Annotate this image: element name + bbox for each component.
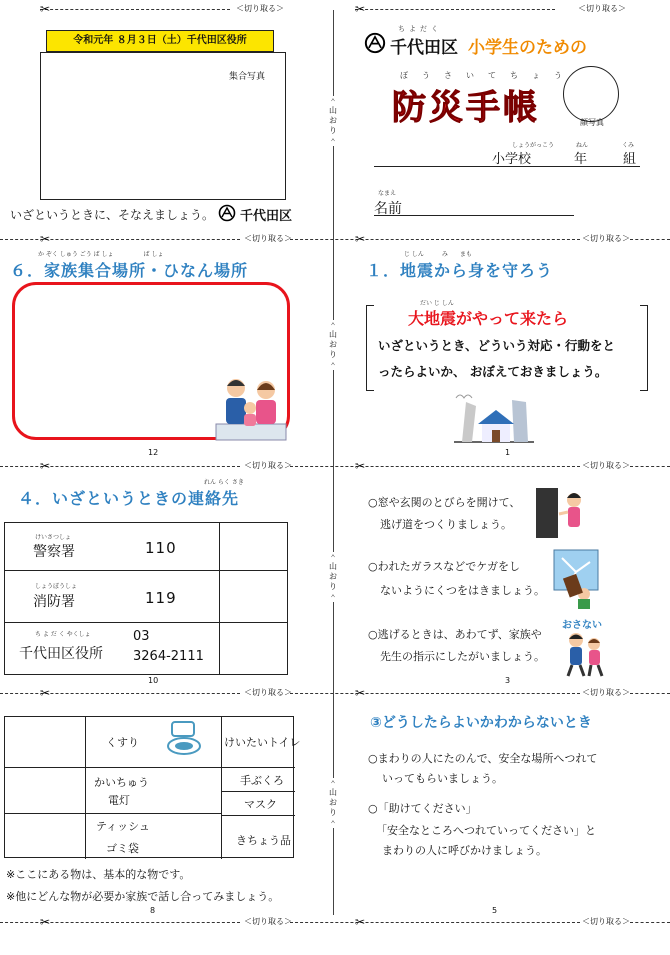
name-ruby: なまえ: [378, 190, 397, 197]
page-number: 3: [505, 676, 511, 685]
face-photo-circle: [563, 66, 619, 122]
cut-line-bottom: ✂ ＜切り取る＞ ✂ ＜切り取る＞: [0, 915, 670, 929]
photo-label: 集合写真: [229, 72, 266, 82]
item-portable-toilet: けいたいトイレ: [224, 736, 301, 749]
p5-line2: いってもらいましょう。: [382, 772, 503, 785]
item-valuables: きちょう品: [236, 834, 291, 847]
p3-item-3-line1: ○逃げるときは、あわてず、家族や: [368, 628, 542, 641]
earthquake-house-icon: [452, 392, 536, 444]
note-2: ※他にどんな物が必要か家族で話し合ってみましょう。: [6, 890, 280, 903]
group-photo-box: [40, 52, 286, 200]
cover-subtitle: 小学生のための: [468, 38, 587, 58]
cut-line-2: ✂ ＜切り取る＞ ✂ ＜切り取る＞: [0, 459, 670, 473]
bracket-left: [366, 305, 374, 391]
name-underline: [374, 215, 574, 216]
school-ruby: しょうがっこう: [512, 142, 555, 149]
p1-heading: １．地震から身を守ろう: [366, 261, 554, 280]
date-banner: 令和元年 ８月３日（土）千代田区役所: [46, 30, 274, 52]
p1-ruby: じ しん み まも: [404, 251, 472, 258]
scissors-icon: ✂: [40, 459, 51, 473]
scissors-icon: ✂: [355, 232, 366, 246]
p10-heading: ４．いざというときの連絡先: [18, 489, 240, 508]
page-number: 12: [148, 448, 159, 457]
p5-line4: 「安全なところへつれていってください」と: [376, 824, 596, 837]
year-ruby: ねん: [576, 142, 589, 149]
p5-line5: まわりの人に呼びかけましょう。: [382, 844, 547, 857]
slogan: いざというときに、そなえましょう。: [10, 208, 215, 222]
p5-line1: ○まわりの人にたのんで、安全な場所へつれて: [368, 752, 598, 765]
portable-toilet-icon: [164, 720, 206, 760]
fold-label: ＾山おり＾: [326, 320, 340, 370]
scissors-icon: ✂: [40, 915, 51, 929]
page-number: 5: [492, 906, 498, 915]
p3-item-1-line2: 逃げ道をつくりましょう。: [380, 518, 512, 531]
p5-line3: ○「助けてください」: [368, 802, 477, 815]
family-illustration-icon: [212, 372, 290, 442]
item-flashlight-1: かいちゅう: [94, 776, 149, 789]
scissors-icon: ✂: [355, 2, 366, 16]
class-ruby: くみ: [622, 142, 635, 149]
box-line-2: ったらよいか、 おぼえておきましょう。: [378, 364, 608, 379]
contact-row: ち よ だ く やくしょ 千代田区役所 03 3264-2111: [5, 623, 220, 675]
contact-row: しょうぼうしょ 消防署 119: [5, 571, 220, 623]
fold-label: ＾山おり＾: [326, 552, 340, 602]
name-label: 名前: [374, 201, 402, 217]
page-number: 10: [148, 676, 159, 685]
school-underline: [374, 166, 640, 167]
ward-name: 千代田区: [240, 209, 293, 224]
page-number: 1: [505, 448, 511, 457]
contact-row: けいさつしょ 警察署 110: [5, 523, 220, 571]
item-garbage-bag: ゴミ袋: [106, 842, 139, 855]
osanai-label: おさない: [562, 620, 602, 631]
open-door-icon: [532, 486, 592, 540]
scissors-icon: ✂: [40, 686, 51, 700]
ward-ruby: ちよだく: [398, 25, 442, 33]
bracket-right: [640, 305, 648, 391]
face-photo-label: 顔写真: [580, 118, 604, 127]
title-ruby: ぼうさいてちょう: [400, 71, 576, 80]
cover-ward-name: 千代田区: [390, 38, 458, 58]
item-medicine: くすり: [106, 736, 139, 749]
item-mask: マスク: [244, 798, 277, 811]
scissors-icon: ✂: [355, 915, 366, 929]
cover-title: 防災手帳: [392, 88, 540, 128]
fold-label: ＾山おり＾: [326, 778, 340, 828]
p10-ruby: れん らく さき: [204, 479, 244, 486]
page-number: 8: [150, 906, 156, 915]
broken-glass-icon: [552, 548, 602, 610]
p12-ruby: か ぞく しゅう ごう ば しょ ば しょ: [38, 251, 164, 258]
contact-table: [4, 522, 288, 675]
p12-heading: ６．家族集合場所・ひなん場所: [10, 261, 249, 280]
school-label: 小学校: [492, 152, 532, 167]
item-gloves: 手ぶくろ: [240, 774, 284, 787]
box-line-1: いざというとき、どういう対応・行動をと: [378, 338, 616, 353]
box-title: 大地震がやって来たら: [408, 309, 569, 328]
scissors-icon: ✂: [355, 686, 366, 700]
p3-item-3-line2: 先生の指示にしたがいましょう。: [380, 650, 545, 663]
p3-item-2-line1: ○われたガラスなどでケガをし: [368, 560, 521, 573]
p3-item-2-line2: ないようにくつをはきましょう。: [380, 584, 545, 597]
p3-item-1-line1: ○窓や玄関のとびらを開けて、: [368, 496, 521, 509]
cut-line-1: ✂ ＜切り取る＞ ✂ ＜切り取る＞: [0, 232, 670, 246]
fold-label: ＾山おり＾: [326, 96, 340, 146]
note-1: ※ここにある物は、基本的な物です。: [6, 868, 191, 881]
item-tissue: ティッシュ: [96, 820, 150, 833]
scissors-icon: ✂: [40, 2, 51, 16]
chiyoda-logo-icon: [218, 204, 236, 222]
scissors-icon: ✂: [40, 232, 51, 246]
p5-heading: ③どうしたらよいかわからないとき: [370, 715, 592, 731]
evacuating-children-icon: [562, 630, 608, 678]
year-label: 年: [574, 152, 588, 167]
cut-line-top: ✂ ＜切り取る＞ ✂ ＜切り取る＞: [40, 2, 626, 16]
scissors-icon: ✂: [355, 459, 366, 473]
box-title-ruby: だい じ しん: [420, 300, 454, 307]
class-label: 組: [623, 152, 637, 167]
chiyoda-logo-icon: [364, 32, 386, 54]
item-flashlight-2: 電灯: [108, 794, 130, 807]
cut-line-3: ✂ ＜切り取る＞ ✂ ＜切り取る＞: [0, 686, 670, 700]
